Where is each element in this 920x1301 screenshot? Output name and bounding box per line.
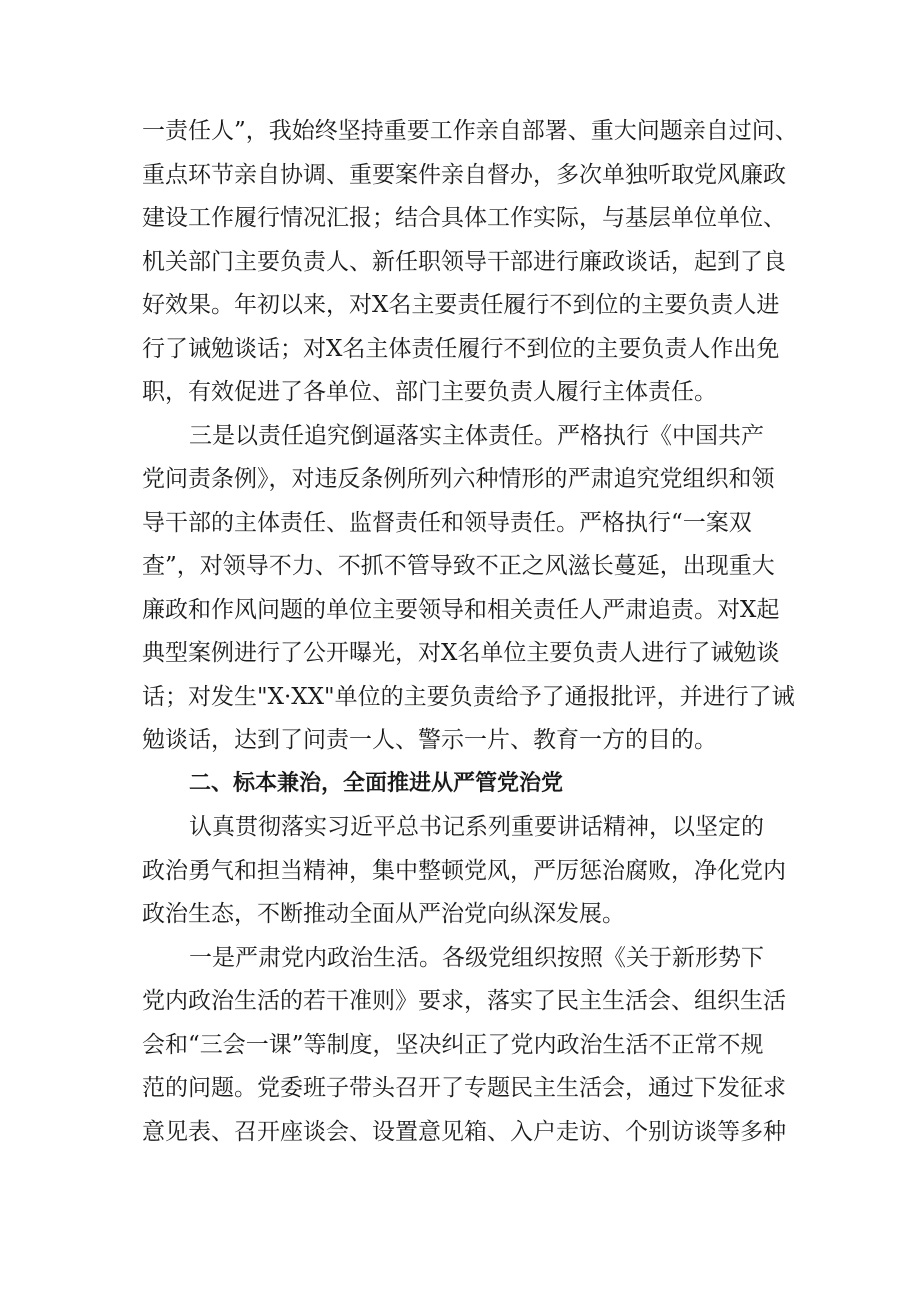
text-line: 意见表、召开座谈会、设置意见箱、入户走访、个别访谈等多种 [142,1119,786,1145]
text-line: 话；对发生"X·XX"单位的主要负责给予了通报批评，并进行了诫 [142,684,795,710]
text-line: 一责任人”，我始终坚持重要工作亲自部署、重大问题亲自过问、 [142,118,798,144]
section-heading: 二、标本兼治，全面推进从严管党治党 [189,771,564,796]
text-line: 勉谈话，达到了问责一人、警示一片、教育一方的目的。 [142,727,717,753]
text-line: 会和“三会一课”等制度，坚决纠正了党内政治生活不正常不规 [142,1032,764,1058]
paragraph-first-line: 一是严肃党内政治生活。各级党组织按照《关于新形势下 [189,945,764,971]
text-line: 重点环节亲自协调、重要案件亲自督办，多次单独听取党风廉政 [142,162,786,188]
text-line: 政治勇气和担当精神，集中整顿党风，严厉惩治腐败，净化党内 [142,858,786,884]
paragraph-first-line: 三是以责任追究倒逼落实主体责任。严格执行《中国共产 [189,423,764,449]
text-line: 好效果。年初以来，对X名主要责任履行不到位的主要负责人进 [142,292,780,318]
text-line: 廉政和作风问题的单位主要领导和相关责任人严肃追责。对X起 [142,597,780,623]
text-line: 政治生态，不断推动全面从严治党向纵深发展。 [142,901,625,927]
text-line: 建设工作履行情况汇报；结合具体工作实际，与基层单位单位、 [142,205,786,231]
paragraph-first-line: 认真贯彻落实习近平总书记系列重要讲话精神，以坚定的 [189,814,764,840]
text-line: 典型案例进行了公开曝光，对X名单位主要负责人进行了诫勉谈 [142,640,780,666]
text-line: 党内政治生活的若干准则》要求，落实了民主生活会、组织生活 [142,988,786,1014]
text-line: 职，有效促进了各单位、部门主要负责人履行主体责任。 [142,379,717,405]
text-line: 行了诫勉谈话；对X名主体责任履行不到位的主要负责人作出免 [142,336,780,362]
text-line: 范的问题。党委班子带头召开了专题民主生活会，通过下发征求 [142,1075,786,1101]
text-line: 导干部的主体责任、监督责任和领导责任。严格执行“一案双 [142,510,752,536]
text-line: 查”，对领导不力、不抓不管导致不正之风滋长蔓延，出现重大 [142,553,775,579]
text-line: 党问责条例》，对违反条例所列六种情形的严肃追究党组织和领 [142,466,775,492]
text-line: 机关部门主要负责人、新任职领导干部进行廉政谈话，起到了良 [142,249,786,275]
